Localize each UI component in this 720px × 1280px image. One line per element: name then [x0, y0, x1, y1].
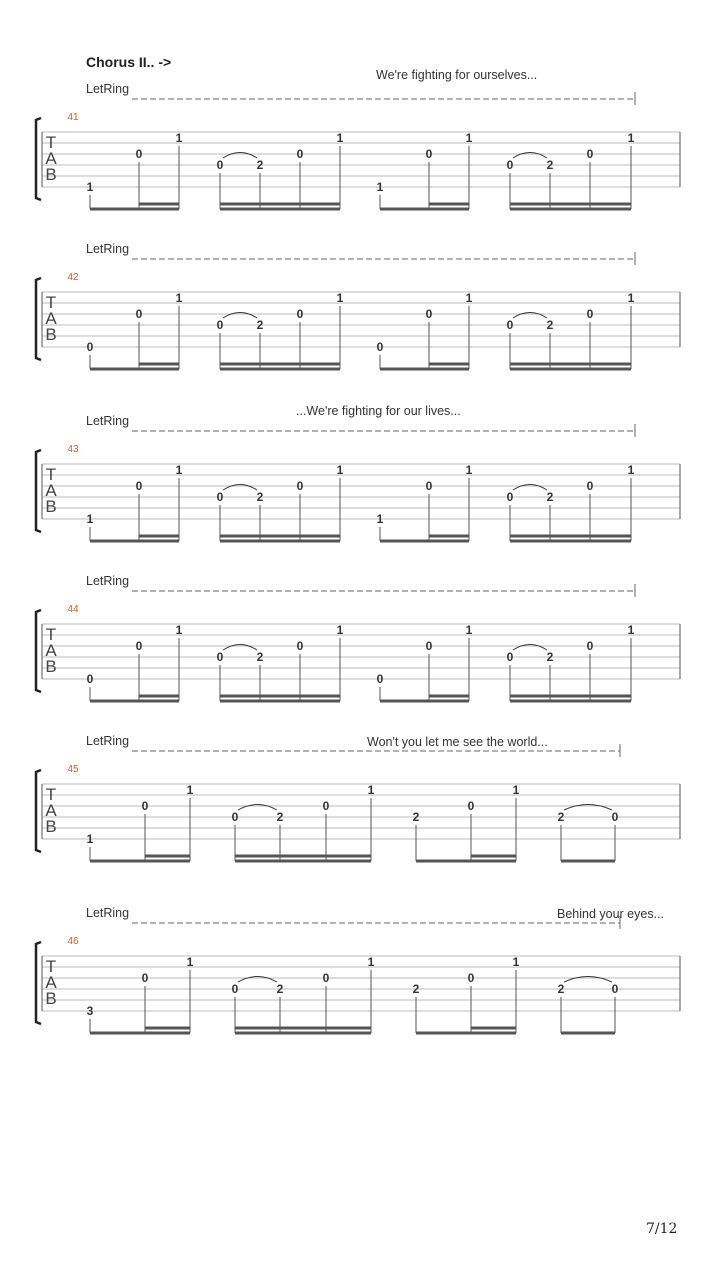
- letring-label: LetRing: [86, 734, 130, 748]
- tab-system: [0, 572, 720, 732]
- fret-number: 0: [216, 318, 224, 332]
- fret-number: 1: [186, 783, 194, 797]
- tab-staff: [0, 412, 720, 572]
- fret-number: 1: [465, 623, 473, 637]
- slur-tie: [223, 313, 257, 319]
- fret-number: 2: [412, 810, 420, 824]
- letring-label: LetRing: [86, 82, 130, 96]
- fret-number: 0: [141, 971, 149, 985]
- fret-number: 2: [256, 318, 264, 332]
- tab-staff: [0, 572, 720, 732]
- section-title: Chorus II.. ->: [86, 54, 172, 70]
- fret-number: 1: [465, 291, 473, 305]
- measure-number: 45: [67, 764, 79, 775]
- slur-tie: [223, 645, 257, 651]
- fret-number: 0: [376, 672, 384, 686]
- tab-clef-letter: B: [45, 497, 57, 516]
- fret-number: 0: [425, 479, 433, 493]
- fret-number: 1: [465, 463, 473, 477]
- fret-number: 0: [506, 318, 514, 332]
- fret-number: 2: [546, 158, 554, 172]
- fret-number: 1: [367, 955, 375, 969]
- slur-tie: [564, 805, 612, 811]
- slur-tie: [238, 977, 277, 983]
- fret-number: 3: [86, 1004, 94, 1018]
- tab-system: [0, 404, 720, 572]
- fret-number: 0: [586, 307, 594, 321]
- fret-number: 1: [175, 291, 183, 305]
- letring-label: LetRing: [86, 414, 130, 428]
- tab-clef-letter: T: [45, 625, 57, 644]
- slur-tie: [513, 313, 547, 319]
- fret-number: 2: [546, 318, 554, 332]
- tab-staff: [0, 904, 720, 1064]
- fret-number: 0: [296, 639, 304, 653]
- fret-number: 1: [376, 512, 384, 526]
- fret-number: 2: [256, 490, 264, 504]
- slur-tie: [513, 645, 547, 651]
- fret-number: 0: [216, 158, 224, 172]
- fret-number: 0: [506, 650, 514, 664]
- fret-number: 2: [276, 982, 284, 996]
- fret-number: 0: [467, 799, 475, 813]
- fret-number: 0: [586, 147, 594, 161]
- tab-clef-letter: B: [45, 989, 57, 1008]
- tab-clef-letter: T: [45, 785, 57, 804]
- page-number: 7/12: [646, 1221, 678, 1237]
- tab-clef-letter: T: [45, 957, 57, 976]
- lyric-text: Won't you let me see the world...: [367, 735, 548, 749]
- staff-bracket: [36, 770, 41, 852]
- staff-bracket: [36, 278, 41, 360]
- fret-number: 1: [376, 180, 384, 194]
- fret-number: 1: [86, 832, 94, 846]
- tab-clef-letter: A: [45, 481, 57, 500]
- fret-number: 0: [611, 810, 619, 824]
- fret-number: 1: [367, 783, 375, 797]
- fret-number: 0: [216, 650, 224, 664]
- fret-number: 2: [557, 982, 565, 996]
- measure-number: 43: [67, 444, 79, 455]
- fret-number: 0: [231, 810, 239, 824]
- fret-number: 0: [296, 307, 304, 321]
- fret-number: 1: [86, 512, 94, 526]
- measure-number: 42: [67, 272, 79, 283]
- fret-number: 1: [627, 131, 635, 145]
- fret-number: 2: [412, 982, 420, 996]
- tab-clef-letter: B: [45, 325, 57, 344]
- fret-number: 2: [557, 810, 565, 824]
- tab-staff: [0, 732, 720, 892]
- fret-number: 0: [135, 307, 143, 321]
- tab-clef-letter: B: [45, 657, 57, 676]
- lyric-text: Behind your eyes...: [557, 907, 665, 921]
- tab-staff: [0, 240, 720, 400]
- slur-tie: [238, 805, 277, 811]
- tab-clef-letter: B: [45, 817, 57, 836]
- slur-tie: [223, 153, 257, 159]
- fret-number: 2: [276, 810, 284, 824]
- fret-number: 2: [546, 650, 554, 664]
- fret-number: 0: [216, 490, 224, 504]
- fret-number: 0: [322, 799, 330, 813]
- fret-number: 0: [506, 158, 514, 172]
- lyric-text: ...We're fighting for our lives...: [296, 404, 461, 418]
- fret-number: 1: [175, 623, 183, 637]
- fret-number: 0: [135, 639, 143, 653]
- slur-tie: [564, 977, 612, 983]
- tab-clef-letter: A: [45, 309, 57, 328]
- fret-number: 1: [627, 463, 635, 477]
- letring-label: LetRing: [86, 574, 130, 588]
- tab-staff: [0, 80, 720, 240]
- fret-number: 0: [86, 672, 94, 686]
- staff-bracket: [36, 610, 41, 692]
- tab-system: [0, 732, 720, 892]
- fret-number: 1: [336, 463, 344, 477]
- fret-number: 1: [175, 131, 183, 145]
- tab-system: [0, 240, 720, 400]
- fret-number: 1: [512, 955, 520, 969]
- fret-number: 0: [135, 147, 143, 161]
- tab-clef-letter: B: [45, 165, 57, 184]
- fret-number: 0: [141, 799, 149, 813]
- slur-tie: [513, 485, 547, 491]
- letring-label: LetRing: [86, 906, 130, 920]
- fret-number: 0: [611, 982, 619, 996]
- staff-bracket: [36, 942, 41, 1024]
- fret-number: 0: [506, 490, 514, 504]
- tab-clef-letter: T: [45, 465, 57, 484]
- tab-clef-letter: T: [45, 293, 57, 312]
- fret-number: 0: [231, 982, 239, 996]
- tab-system: [0, 904, 720, 1064]
- fret-number: 1: [336, 623, 344, 637]
- fret-number: 1: [175, 463, 183, 477]
- fret-number: 0: [586, 479, 594, 493]
- tab-clef-letter: T: [45, 133, 57, 152]
- slur-tie: [513, 153, 547, 159]
- fret-number: 0: [425, 147, 433, 161]
- measure-number: 44: [67, 604, 79, 615]
- tab-system: [0, 68, 720, 240]
- fret-number: 1: [465, 131, 473, 145]
- lyric-text: We're fighting for ourselves...: [376, 68, 538, 82]
- fret-number: 0: [586, 639, 594, 653]
- fret-number: 1: [336, 291, 344, 305]
- fret-number: 1: [336, 131, 344, 145]
- fret-number: 2: [546, 490, 554, 504]
- fret-number: 0: [296, 147, 304, 161]
- fret-number: 0: [425, 639, 433, 653]
- staff-bracket: [36, 450, 41, 532]
- fret-number: 1: [627, 291, 635, 305]
- fret-number: 2: [256, 158, 264, 172]
- fret-number: 0: [86, 340, 94, 354]
- fret-number: 0: [296, 479, 304, 493]
- fret-number: 0: [467, 971, 475, 985]
- slur-tie: [223, 485, 257, 491]
- fret-number: 0: [135, 479, 143, 493]
- fret-number: 1: [512, 783, 520, 797]
- tab-clef-letter: A: [45, 801, 57, 820]
- letring-label: LetRing: [86, 242, 130, 256]
- fret-number: 1: [86, 180, 94, 194]
- fret-number: 0: [425, 307, 433, 321]
- fret-number: 0: [322, 971, 330, 985]
- staff-bracket: [36, 118, 41, 200]
- fret-number: 1: [186, 955, 194, 969]
- tab-clef-letter: A: [45, 641, 57, 660]
- fret-number: 1: [627, 623, 635, 637]
- fret-number: 0: [376, 340, 384, 354]
- tab-clef-letter: A: [45, 149, 57, 168]
- measure-number: 46: [67, 936, 79, 947]
- measure-number: 41: [67, 112, 79, 123]
- tab-clef-letter: A: [45, 973, 57, 992]
- fret-number: 2: [256, 650, 264, 664]
